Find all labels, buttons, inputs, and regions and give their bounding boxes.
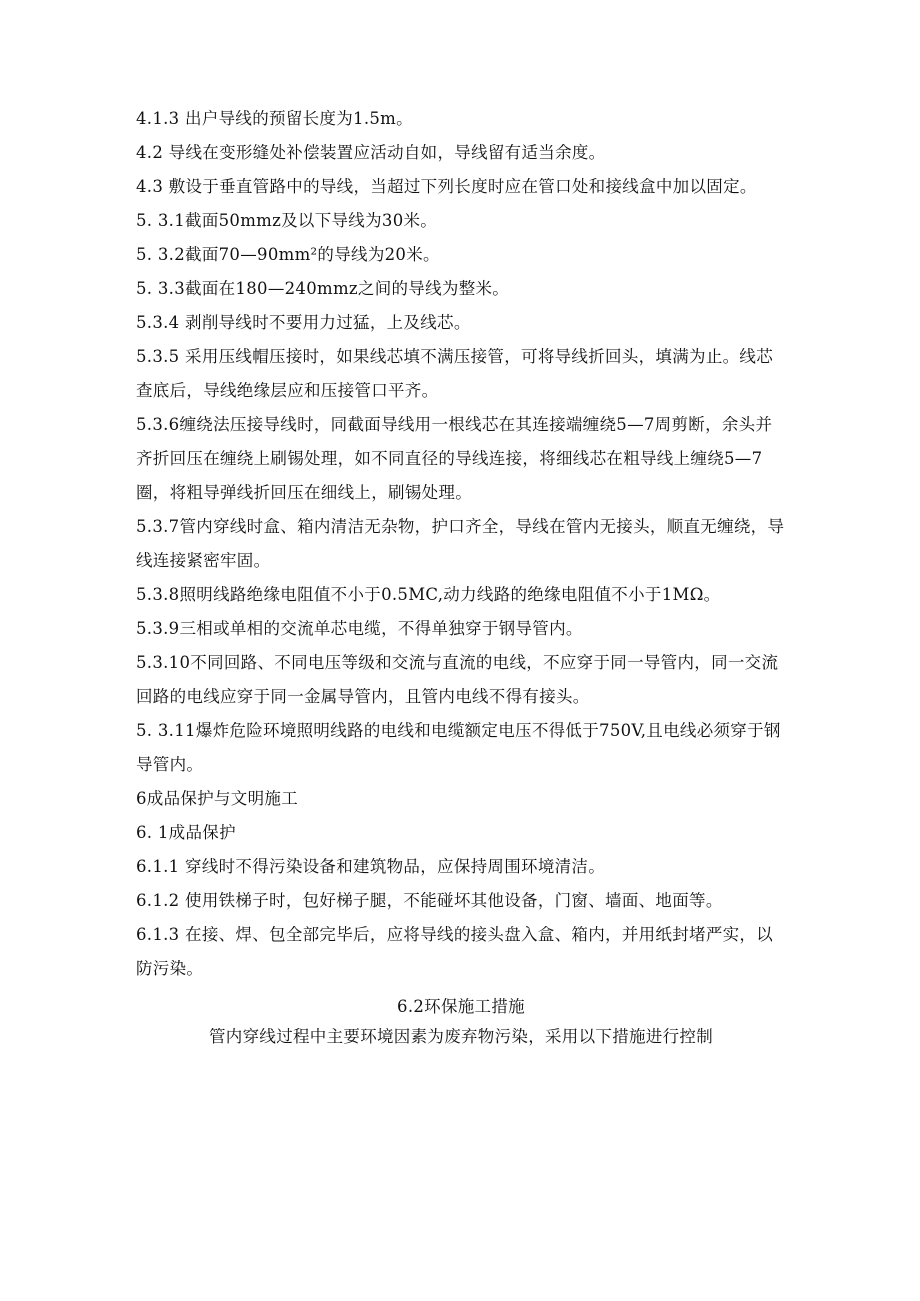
paragraph-4-1-3: 4.1.3 出户导线的预留长度为1.5m。 [136,109,413,128]
paragraph-5-3-10: 5.3.10不同回路、不同电压等级和交流与直流的电线，不应穿于同一导管内，同一交流回路的电线应穿于同一金属导管内，且管内电线不得有接头。 [136,653,779,706]
paragraph-6-1-3: 6.1.3 在接、焊、包全部完毕后，应将导线的接头盘入盒、箱内，并用纸封堵严实，以防污染。 [136,925,774,978]
paragraph-5-3-6: 5.3.6缠绕法压接导线时，同截面导线用一根线芯在其连接端缠绕5—7周剪断，余头并齐折回压在缠绕上刷锡处理，如不同直径的导线连接，将细线芯在粗导线上缠绕5—7圈，将粗导弹线折回压在细线上，刷锡处理。 [136,415,773,502]
paragraph-5-3-2: 5. 3.2截面70—90mm²的导线为20米。 [136,245,440,264]
document-page [136,102,786,1052]
subsection-heading-6-1: 6. 1成品保护 [136,823,236,842]
section-heading-6: 6成品保护与文明施工 [136,789,298,808]
paragraph-5-3-3: 5. 3.3截面在180—240mmz之间的导线为整米。 [136,279,510,298]
paragraph-5-3-11: 5. 3.11爆炸危险环境照明线路的电线和电缆额定电压不得低于750V,且电线必须穿于钢导管内。 [136,721,781,774]
paragraph-6-1-2: 6.1.2 使用铁梯子时，包好梯子腿，不能碰坏其他设备，门窗、墙面、地面等。 [136,891,723,910]
paragraph-4-2: 4.2 导线在变形缝处补偿装置应活动自如，导线留有适当余度。 [136,143,606,162]
paragraph-4-3: 4.3 敷设于垂直管路中的导线，当超过下列长度时应在管口处和接线盒中加以固定。 [136,177,757,196]
paragraph-5-3-1: 5. 3.1截面50mmz及以下导线为30米。 [136,211,438,230]
paragraph-5-3-7: 5.3.7管内穿线时盒、箱内清洁无杂物，护口齐全，导线在管内无接头，顺直无缠绕，导线连接紧密牢固。 [136,517,785,570]
paragraph-6-2-intro: 管内穿线过程中主要环境因素为废弃物污染，采用以下措施进行控制 [209,1027,713,1046]
subsection-heading-6-2: 6.2环保施工措施 [397,997,525,1016]
paragraph-5-3-5: 5.3.5 采用压线帽压接时，如果线芯填不满压接管，可将导线折回头，填满为止。线芯查底后，导线绝缘层应和压接管口平齐。 [136,347,774,400]
paragraph-5-3-9: 5.3.9三相或单相的交流单芯电缆，不得单独穿于钢导管内。 [136,619,583,638]
paragraph-5-3-8: 5.3.8照明线路绝缘电阻值不小于0.5MC,动力线路的绝缘电阻值不小于1MΩ。 [136,585,721,604]
paragraph-5-3-4: 5.3.4 剥削导线时不要用力过猛，上及线芯。 [136,313,471,332]
paragraph-6-1-1: 6.1.1 穿线时不得污染设备和建筑物品，应保持周围环境清洁。 [136,857,606,876]
